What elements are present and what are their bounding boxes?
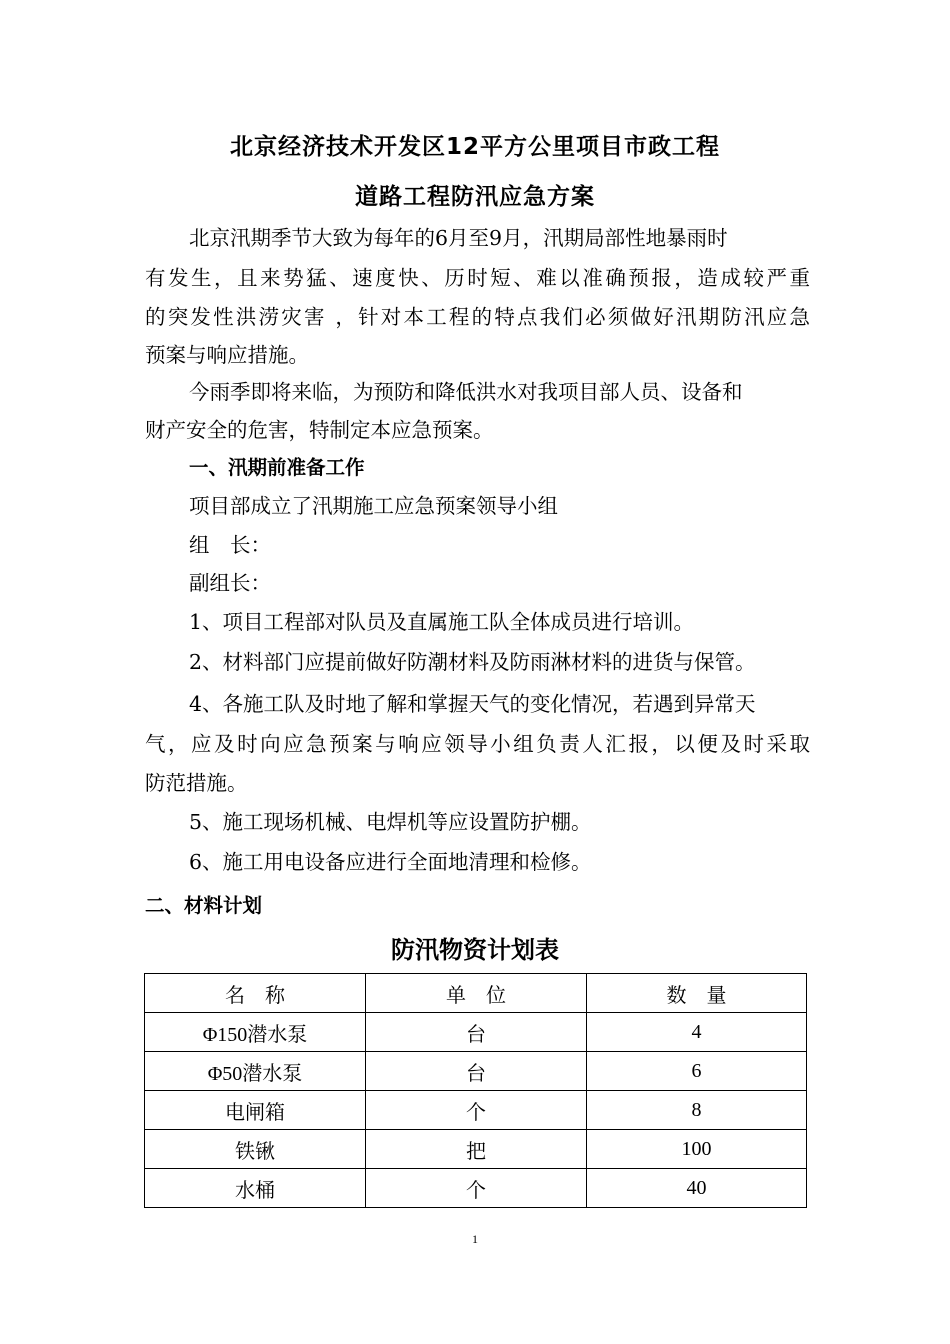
section1-item1: 1、项目工程部对队员及直属施工队全体成员进行培训。 bbox=[189, 610, 695, 634]
section1-item4-line3: 防范措施。 bbox=[145, 771, 248, 795]
table-header-row bbox=[145, 974, 807, 1013]
table-row bbox=[145, 1091, 807, 1130]
document-title-line1: 北京经济技术开发区12平方公里项目市政工程 bbox=[229, 134, 720, 160]
document-title-line2: 道路工程防汛应急方案 bbox=[355, 184, 595, 210]
table-cell-name: Φ50潜水泵 bbox=[145, 1052, 366, 1091]
paragraph1-line4: 预案与响应措施。 bbox=[145, 343, 309, 367]
materials-table bbox=[144, 973, 807, 1208]
paragraph1-line2: 有发生，且来势猛、速度快、历时短、难以准确预报，造成较严重 bbox=[145, 266, 810, 290]
table-cell-quantity: 4 bbox=[587, 1013, 807, 1052]
paragraph1-line1: 北京汛期季节大致为每年的6月至9月，汛期局部性地暴雨时 bbox=[189, 226, 728, 250]
table-cell-quantity: 6 bbox=[587, 1052, 807, 1091]
table-row bbox=[145, 1130, 807, 1169]
section1-deputy: 副组长： bbox=[189, 571, 271, 595]
table-cell-name: Φ150潜水泵 bbox=[145, 1013, 366, 1052]
section2-heading: 二、材料计划 bbox=[145, 894, 263, 917]
table-row bbox=[145, 1169, 807, 1208]
table-cell-name: 铁锹 bbox=[145, 1130, 366, 1169]
table-cell-quantity: 8 bbox=[587, 1091, 807, 1130]
table-cell-unit: 把 bbox=[366, 1130, 587, 1169]
section1-intro: 项目部成立了汛期施工应急预案领导小组 bbox=[189, 494, 558, 518]
paragraph2-line2: 财产安全的危害，特制定本应急预案。 bbox=[145, 418, 494, 442]
section1-item4-line2: 气，应及时向应急预案与响应领导小组负责人汇报，以便及时采取 bbox=[145, 732, 810, 756]
section1-leader: 组 长： bbox=[189, 533, 271, 557]
section1-item6: 6、施工用电设备应进行全面地清理和检修。 bbox=[189, 850, 592, 874]
page-number: 1 bbox=[472, 1232, 478, 1246]
table-row bbox=[145, 1052, 807, 1091]
table-cell-unit: 台 bbox=[366, 1052, 587, 1091]
table-title: 防汛物资计划表 bbox=[391, 935, 559, 964]
table-cell-unit: 个 bbox=[366, 1091, 587, 1130]
table-cell-unit: 台 bbox=[366, 1013, 587, 1052]
section1-item2: 2、材料部门应提前做好防潮材料及防雨淋材料的进货与保管。 bbox=[189, 650, 756, 674]
paragraph1-line3: 的突发性洪涝灾害 ，针对本工程的特点我们必须做好汛期防汛应急 bbox=[145, 305, 810, 329]
table-cell-quantity: 40 bbox=[587, 1169, 807, 1208]
section1-item4-line1: 4、各施工队及时地了解和掌握天气的变化情况，若遇到异常天 bbox=[189, 692, 756, 716]
table-cell-unit: 个 bbox=[366, 1169, 587, 1208]
table-header-unit: 单 位 bbox=[366, 974, 587, 1013]
paragraph2-line1: 今雨季即将来临，为预防和降低洪水对我项目部人员、设备和 bbox=[189, 380, 743, 404]
table-header-quantity: 数 量 bbox=[587, 974, 807, 1013]
table-header-name: 名 称 bbox=[145, 974, 366, 1013]
table-cell-name: 水桶 bbox=[145, 1169, 366, 1208]
table-row bbox=[145, 1013, 807, 1052]
table-cell-name: 电闸箱 bbox=[145, 1091, 366, 1130]
section1-item5: 5、施工现场机械、电焊机等应设置防护棚。 bbox=[189, 810, 592, 834]
section1-heading: 一、汛期前准备工作 bbox=[189, 456, 365, 479]
table-cell-quantity: 100 bbox=[587, 1130, 807, 1169]
